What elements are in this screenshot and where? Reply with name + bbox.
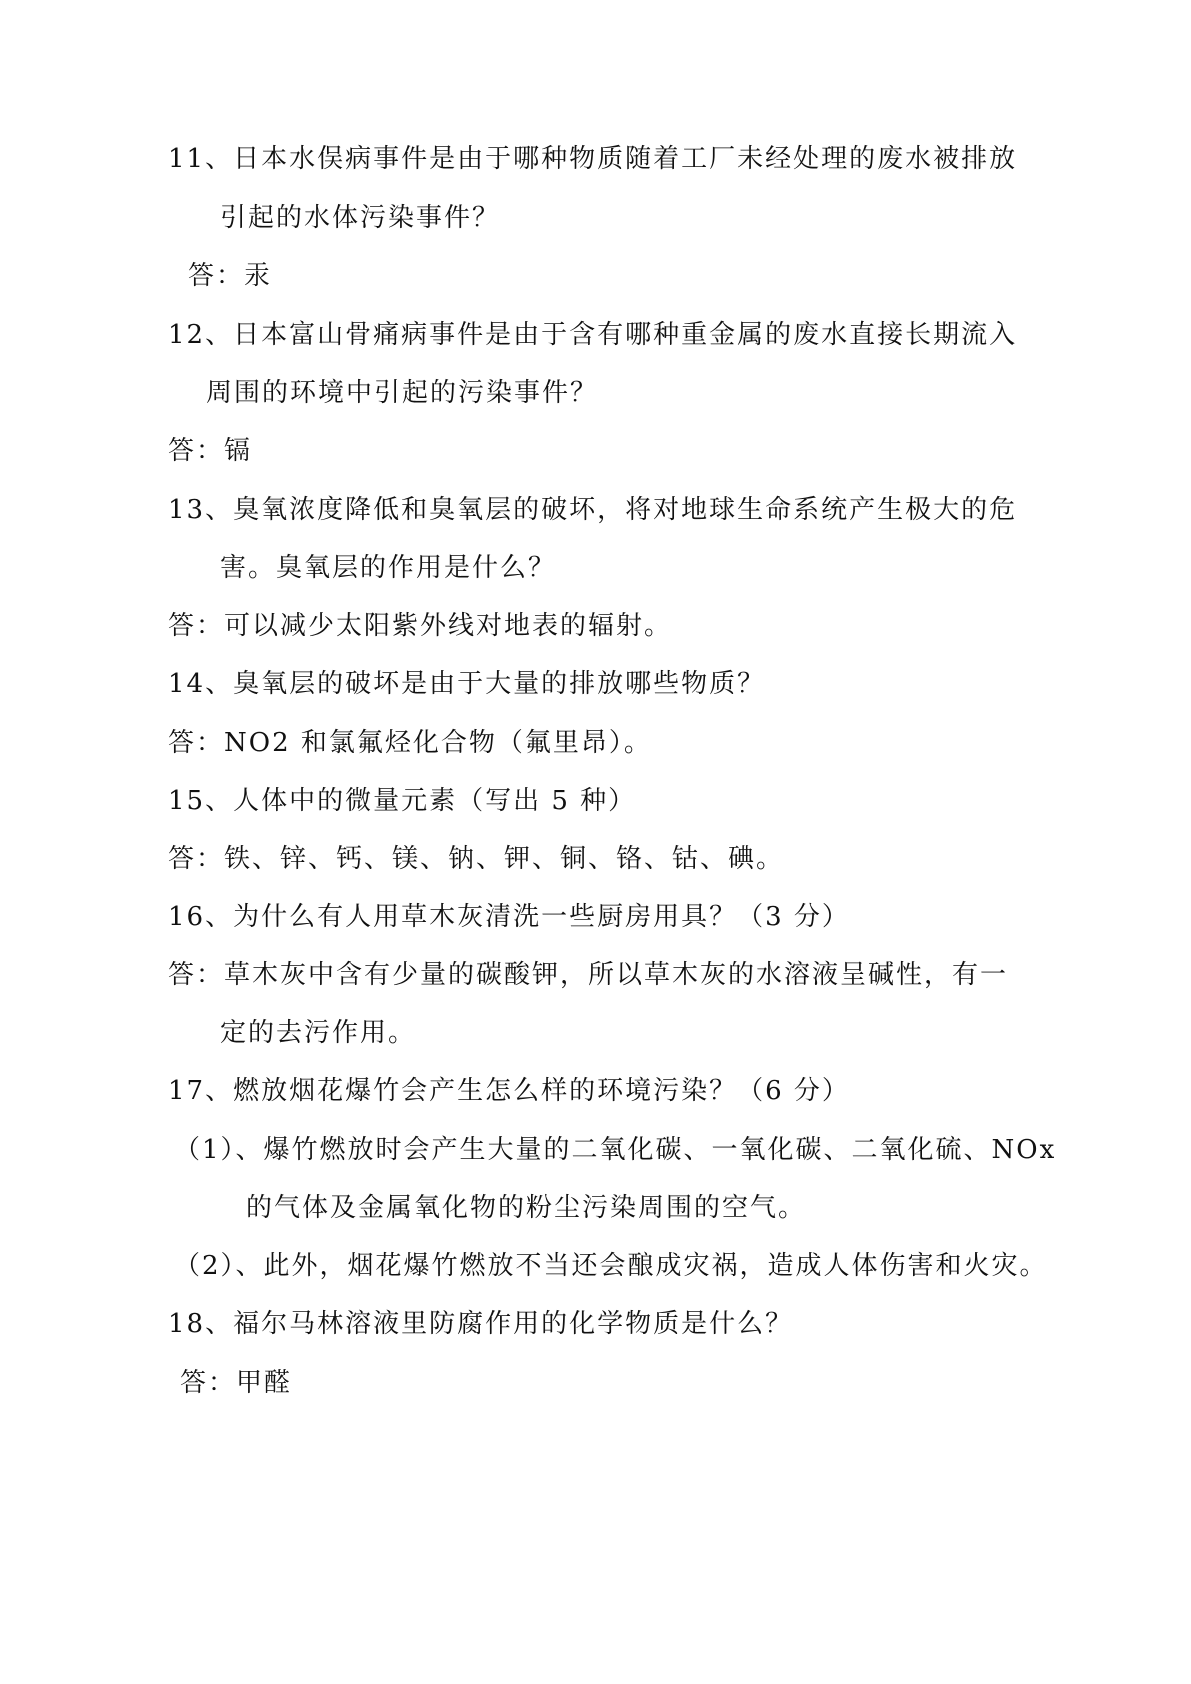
answer-14: 答：NO2 和氯氟烃化合物（氟里昂）。 (168, 728, 652, 758)
question-15: 15、人体中的微量元素（写出 5 种） (168, 786, 637, 816)
answer-17-item-2: （2）、此外，烟花爆竹燃放不当还会酿成灾祸，造成人体伤害和火灾。 (174, 1251, 1048, 1281)
question-13-line-1: 13、臭氧浓度降低和臭氧层的破坏，将对地球生命系统产生极大的危 (168, 495, 1018, 525)
answer-17-item-1-line-2: 的气体及金属氧化物的粉尘污染周围的空气。 (246, 1193, 807, 1223)
question-14: 14、臭氧层的破坏是由于大量的排放哪些物质？ (168, 669, 766, 699)
answer-11: 答：汞 (188, 261, 273, 291)
question-13-line-2: 害。臭氧层的作用是什么？ (220, 553, 557, 583)
question-12-line-1: 12、日本富山骨痛病事件是由于含有哪种重金属的废水直接长期流入 (168, 320, 1018, 350)
question-11-line-2: 引起的水体污染事件？ (220, 203, 501, 233)
question-16: 16、为什么有人用草木灰清洗一些厨房用具？（3 分） (168, 902, 850, 932)
question-11-line-1: 11、日本水俣病事件是由于哪种物质随着工厂未经处理的废水被排放 (168, 144, 1018, 174)
answer-18: 答：甲醛 (180, 1368, 293, 1398)
question-17: 17、燃放烟花爆竹会产生怎么样的环境污染？（6 分） (168, 1076, 850, 1106)
question-12-line-2: 周围的环境中引起的污染事件？ (206, 378, 599, 408)
answer-16-line-2: 定的去污作用。 (220, 1018, 417, 1048)
answer-13: 答：可以减少太阳紫外线对地表的辐射。 (168, 611, 673, 641)
answer-17-item-1-line-1: （1）、爆竹燃放时会产生大量的二氧化碳、一氧化碳、二氧化硫、NOx (174, 1135, 1057, 1165)
answer-16-line-1: 答：草木灰中含有少量的碳酸钾，所以草木灰的水溶液呈碱性，有一 (168, 960, 1009, 990)
question-18: 18、福尔马林溶液里防腐作用的化学物质是什么？ (168, 1309, 794, 1339)
answer-12: 答：镉 (168, 436, 253, 466)
answer-15: 答：铁、锌、钙、镁、钠、钾、铜、铬、钴、碘。 (168, 844, 785, 874)
